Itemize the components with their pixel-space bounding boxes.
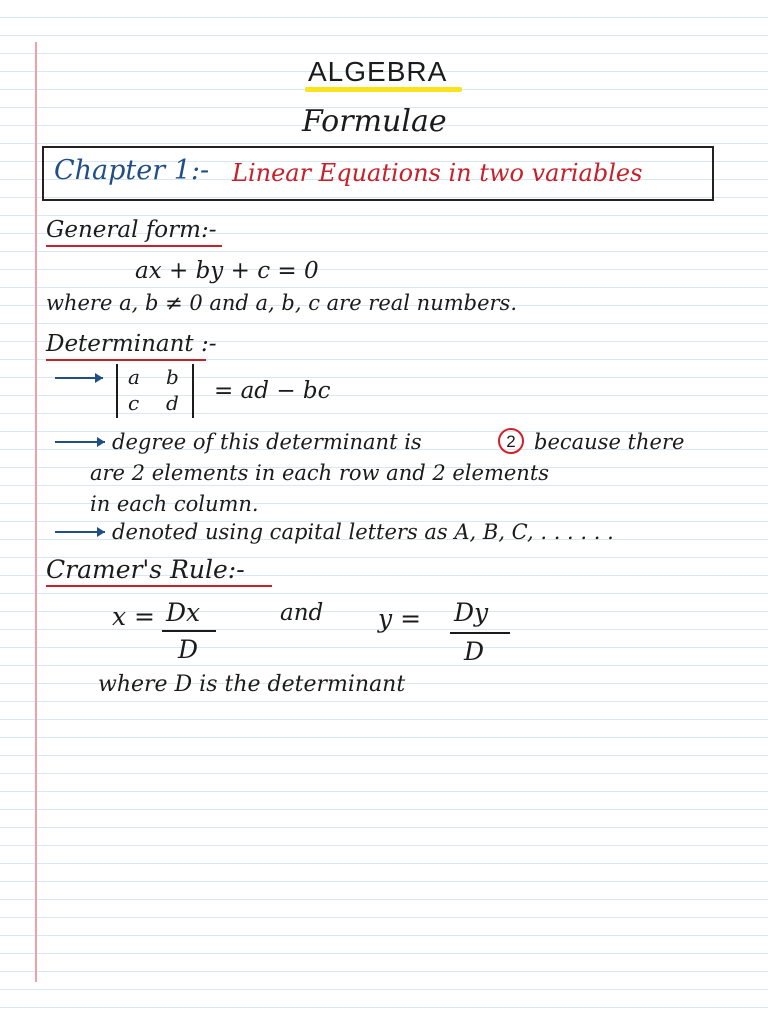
cramer-heading: Cramer's Rule:- [46, 555, 245, 584]
cramer-y-lhs: y = [378, 604, 422, 633]
page-subtitle: Formulae [302, 104, 447, 139]
page-title: ALGEBRA [308, 56, 448, 87]
arrow-icon [55, 524, 109, 540]
determinant-matrix [116, 364, 194, 418]
determinant-result: = ad − bc [214, 378, 331, 404]
determinant-point1-line3: in each column. [90, 492, 259, 516]
general-form-heading: General form:- [46, 217, 217, 243]
matrix-cell-d: d [166, 391, 179, 415]
determinant-point2: denoted using capital letters as A, B, C, . . . . . . [112, 520, 614, 544]
cramer-x-denominator: D [178, 635, 199, 664]
cramer-x-lhs: x = [112, 602, 155, 631]
general-form-note: where a, b ≠ 0 and a, b, c are real numbers. [46, 291, 517, 315]
determinant-underline [46, 359, 206, 361]
margin-line [35, 42, 37, 982]
general-form-equation: ax + by + c = 0 [135, 258, 319, 284]
matrix-cell-a: a [128, 365, 140, 389]
matrix-cell-b: b [166, 365, 179, 389]
title-highlight [305, 87, 462, 92]
cramer-y-denominator: D [464, 637, 485, 666]
cramer-underline [46, 585, 272, 587]
degree-value: 2 [506, 432, 516, 451]
matrix-cell-c: c [128, 391, 140, 415]
cramer-y-fraction-bar [450, 632, 510, 634]
general-form-underline [46, 245, 222, 247]
cramer-and: and [280, 600, 324, 626]
cramer-y-numerator: Dy [454, 598, 489, 627]
degree-circle [498, 428, 524, 454]
arrow-icon [55, 370, 107, 386]
determinant-heading: Determinant :- [46, 331, 217, 357]
determinant-point1-post: because there [534, 430, 685, 454]
chapter-label: Chapter 1:- [54, 155, 210, 186]
determinant-point1-line2: are 2 elements in each row and 2 elements [90, 461, 550, 485]
determinant-point1-pre: degree of this determinant is [112, 430, 422, 454]
cramer-x-numerator: Dx [166, 598, 201, 627]
arrow-icon [55, 434, 109, 450]
cramer-x-fraction-bar [162, 630, 216, 632]
cramer-note: where D is the determinant [98, 672, 406, 697]
chapter-name: Linear Equations in two variables [232, 159, 643, 187]
